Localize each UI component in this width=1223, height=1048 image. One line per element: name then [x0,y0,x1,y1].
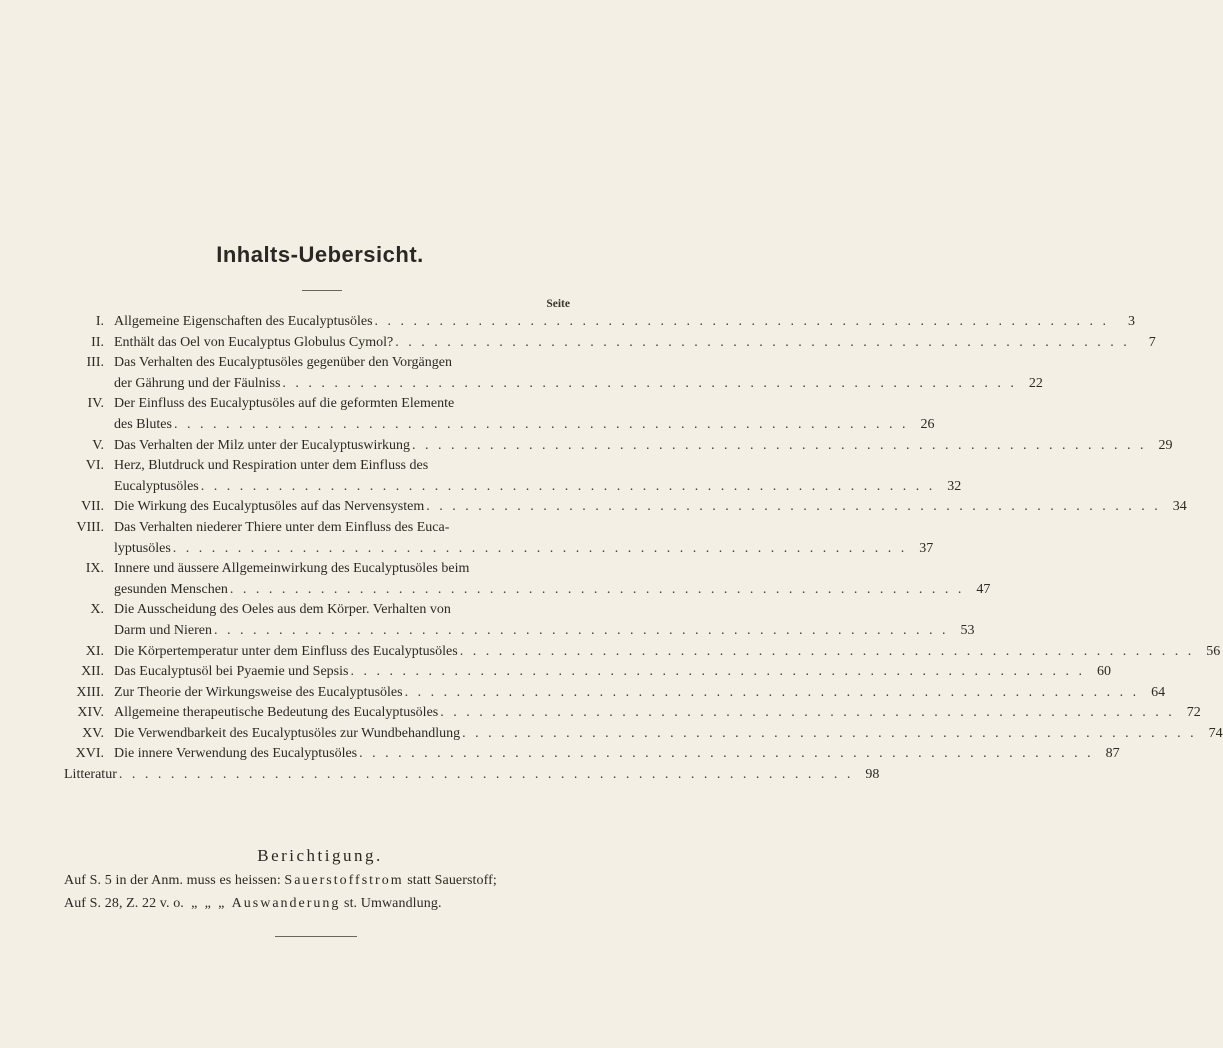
errata-line-2-suffix: st. Umwandlung. [340,896,442,911]
toc-entry [64,394,935,435]
dot-leader [173,539,908,560]
toc-entry-page: 22 [1028,375,1043,391]
toc-entry-text: Die Ausscheidung des Oeles aus dem Körper. Verhalten von [114,602,451,618]
toc-entry-text: Die Wirkung des Eucalyptusöles auf das Nervensystem [114,499,425,515]
toc-entry-page: 87 [1105,746,1120,762]
toc-entry-page: 7 [1148,334,1156,350]
toc-entry-text: lyptusöles [114,540,171,556]
page-title: Inhalts-Uebersicht. [216,242,424,267]
toc-entry [64,600,975,641]
toc-entry-page: 47 [976,581,991,597]
toc-entry-page: 72 [1186,705,1201,721]
toc-entry-text: Das Verhalten niederer Thiere unter dem Einfluss des Euca- [114,519,450,535]
toc-entry-number: XI. [85,643,104,659]
toc-entry-number: II. [91,334,104,350]
errata-line-1-correction: Sauerstoffstrom [284,873,404,888]
bottom-divider [275,936,357,937]
toc-entry-page: 3 [1128,314,1136,329]
toc-entry-litteratur [64,765,880,786]
toc-entry-text: Herz, Blutdruck und Respiration unter dem Einfluss des [114,458,429,474]
toc-entry-number: XV. [82,725,104,741]
toc-entry [64,333,1156,354]
errata-line-1-prefix: Auf S. 5 in der Anm. muss es heissen: [64,873,285,888]
toc-entry-page: 34 [1172,499,1187,515]
dot-leader [395,333,1130,354]
page-column-label: Seite [546,298,570,310]
toc-entry-number: IX. [85,561,104,577]
toc-entry-number: VI. [85,458,104,474]
toc-entry-page: 56 [1206,643,1221,659]
toc-entry [64,518,934,559]
toc-entry-text: Eucalyptusöles [114,478,199,494]
dot-leader [412,436,1147,457]
dot-leader [440,703,1175,724]
toc-entry-page: 74 [1208,725,1223,741]
toc-entry-number: X. [90,602,104,618]
toc-entry [64,662,1111,683]
toc-entry-number: XII. [81,664,104,680]
toc-entry [64,497,1187,518]
errata-line-2 [64,896,584,912]
toc-entry-page: 64 [1151,684,1166,700]
dot-leader [350,662,1085,683]
toc-entry-text: Die Verwendbarkeit des Eucalyptusöles zur Wundbehandlung [114,725,461,741]
toc-entry-number: VII. [81,499,104,515]
toc-entry-page: 53 [960,622,975,638]
toc-entry-number: VIII. [76,519,104,535]
toc-entry-text: Das Verhalten des Eucalyptusöles gegenüber den Vorgängen [114,355,452,371]
dot-leader [460,642,1195,663]
toc-entry-text: gesunden Menschen [114,581,228,597]
toc-entry-page: 29 [1158,437,1173,453]
toc-entry [64,456,962,497]
toc-entry-page: 32 [947,478,962,494]
toc-entry [64,724,1223,745]
toc-entry [64,312,1136,333]
toc-entry [64,703,1201,724]
toc-entry [64,353,1043,394]
dot-leader [201,477,936,498]
toc-entry [64,683,1166,704]
toc-entry-number: XIV. [77,705,104,721]
toc-entry-text: Der Einfluss des Eucalyptusöles auf die geformten Elemente [114,396,455,412]
errata-line-1 [64,873,584,889]
dot-leader [426,497,1161,518]
toc-entry-number: I. [95,314,104,329]
toc-entry-number: IV. [87,396,104,412]
litteratur-page: 98 [865,767,880,783]
dot-leader [462,724,1197,745]
dot-leader [119,765,854,786]
title-divider [302,290,342,291]
toc-entry-text: Darm und Nieren [114,622,212,638]
toc-entry-text: Allgemeine therapeutische Bedeutung des Eucalyptusöles [114,705,439,721]
toc-entry-number: III. [86,355,104,371]
dot-leader [174,415,909,436]
toc-entry-text: Allgemeine Eigenschaften des Eucalyptusöles [114,314,373,329]
errata-line-1-suffix: statt Sauerstoff; [403,873,497,888]
toc-entry-text: des Blutes [114,416,172,432]
toc-entry-number: XVI. [75,746,104,762]
toc-entry-number: XIII. [76,684,104,700]
dot-leader [359,744,1094,765]
toc-entry-page: 37 [919,540,934,556]
toc-entry-text: Zur Theorie der Wirkungsweise des Eucalyptusöles [114,684,403,700]
toc-entry [64,744,1120,765]
toc-entry-page: 60 [1096,664,1111,680]
toc-entry-text: Das Verhalten der Milz unter der Eucalyptuswirkung [114,437,410,453]
dot-leader [405,683,1140,704]
dot-leader [230,580,965,601]
toc-entry-text: Das Eucalyptusöl bei Pyaemie und Sepsis [114,664,349,680]
errata-line-2-correction: Auswanderung [231,896,341,911]
toc-entry-text: Die Körpertemperatur unter dem Einfluss des Eucalyptusöles [114,643,458,659]
toc-entry [64,559,991,600]
errata-title: Berichtigung. [257,846,383,865]
toc-entry [64,642,1221,663]
table-of-contents [64,312,1223,786]
dot-leader [375,312,1110,333]
dot-leader [282,374,1017,395]
toc-entry-text: Innere und äussere Allgemeinwirkung des Eucalyptusöles beim [114,561,470,577]
errata-line-2-prefix: Auf S. 28, Z. 22 v. o. „ „ „ [64,896,232,911]
toc-entry [64,436,1173,457]
dot-leader [214,621,949,642]
litteratur-label: Litteratur [64,767,117,783]
toc-entry-text: der Gährung und der Fäulniss [114,375,281,391]
toc-entry-page: 26 [920,416,935,432]
toc-entry-text: Enthält das Oel von Eucalyptus Globulus Cymol? [114,334,394,350]
toc-entry-text: Die innere Verwendung des Eucalyptusöles [114,746,358,762]
toc-entry-number: V. [92,437,104,453]
